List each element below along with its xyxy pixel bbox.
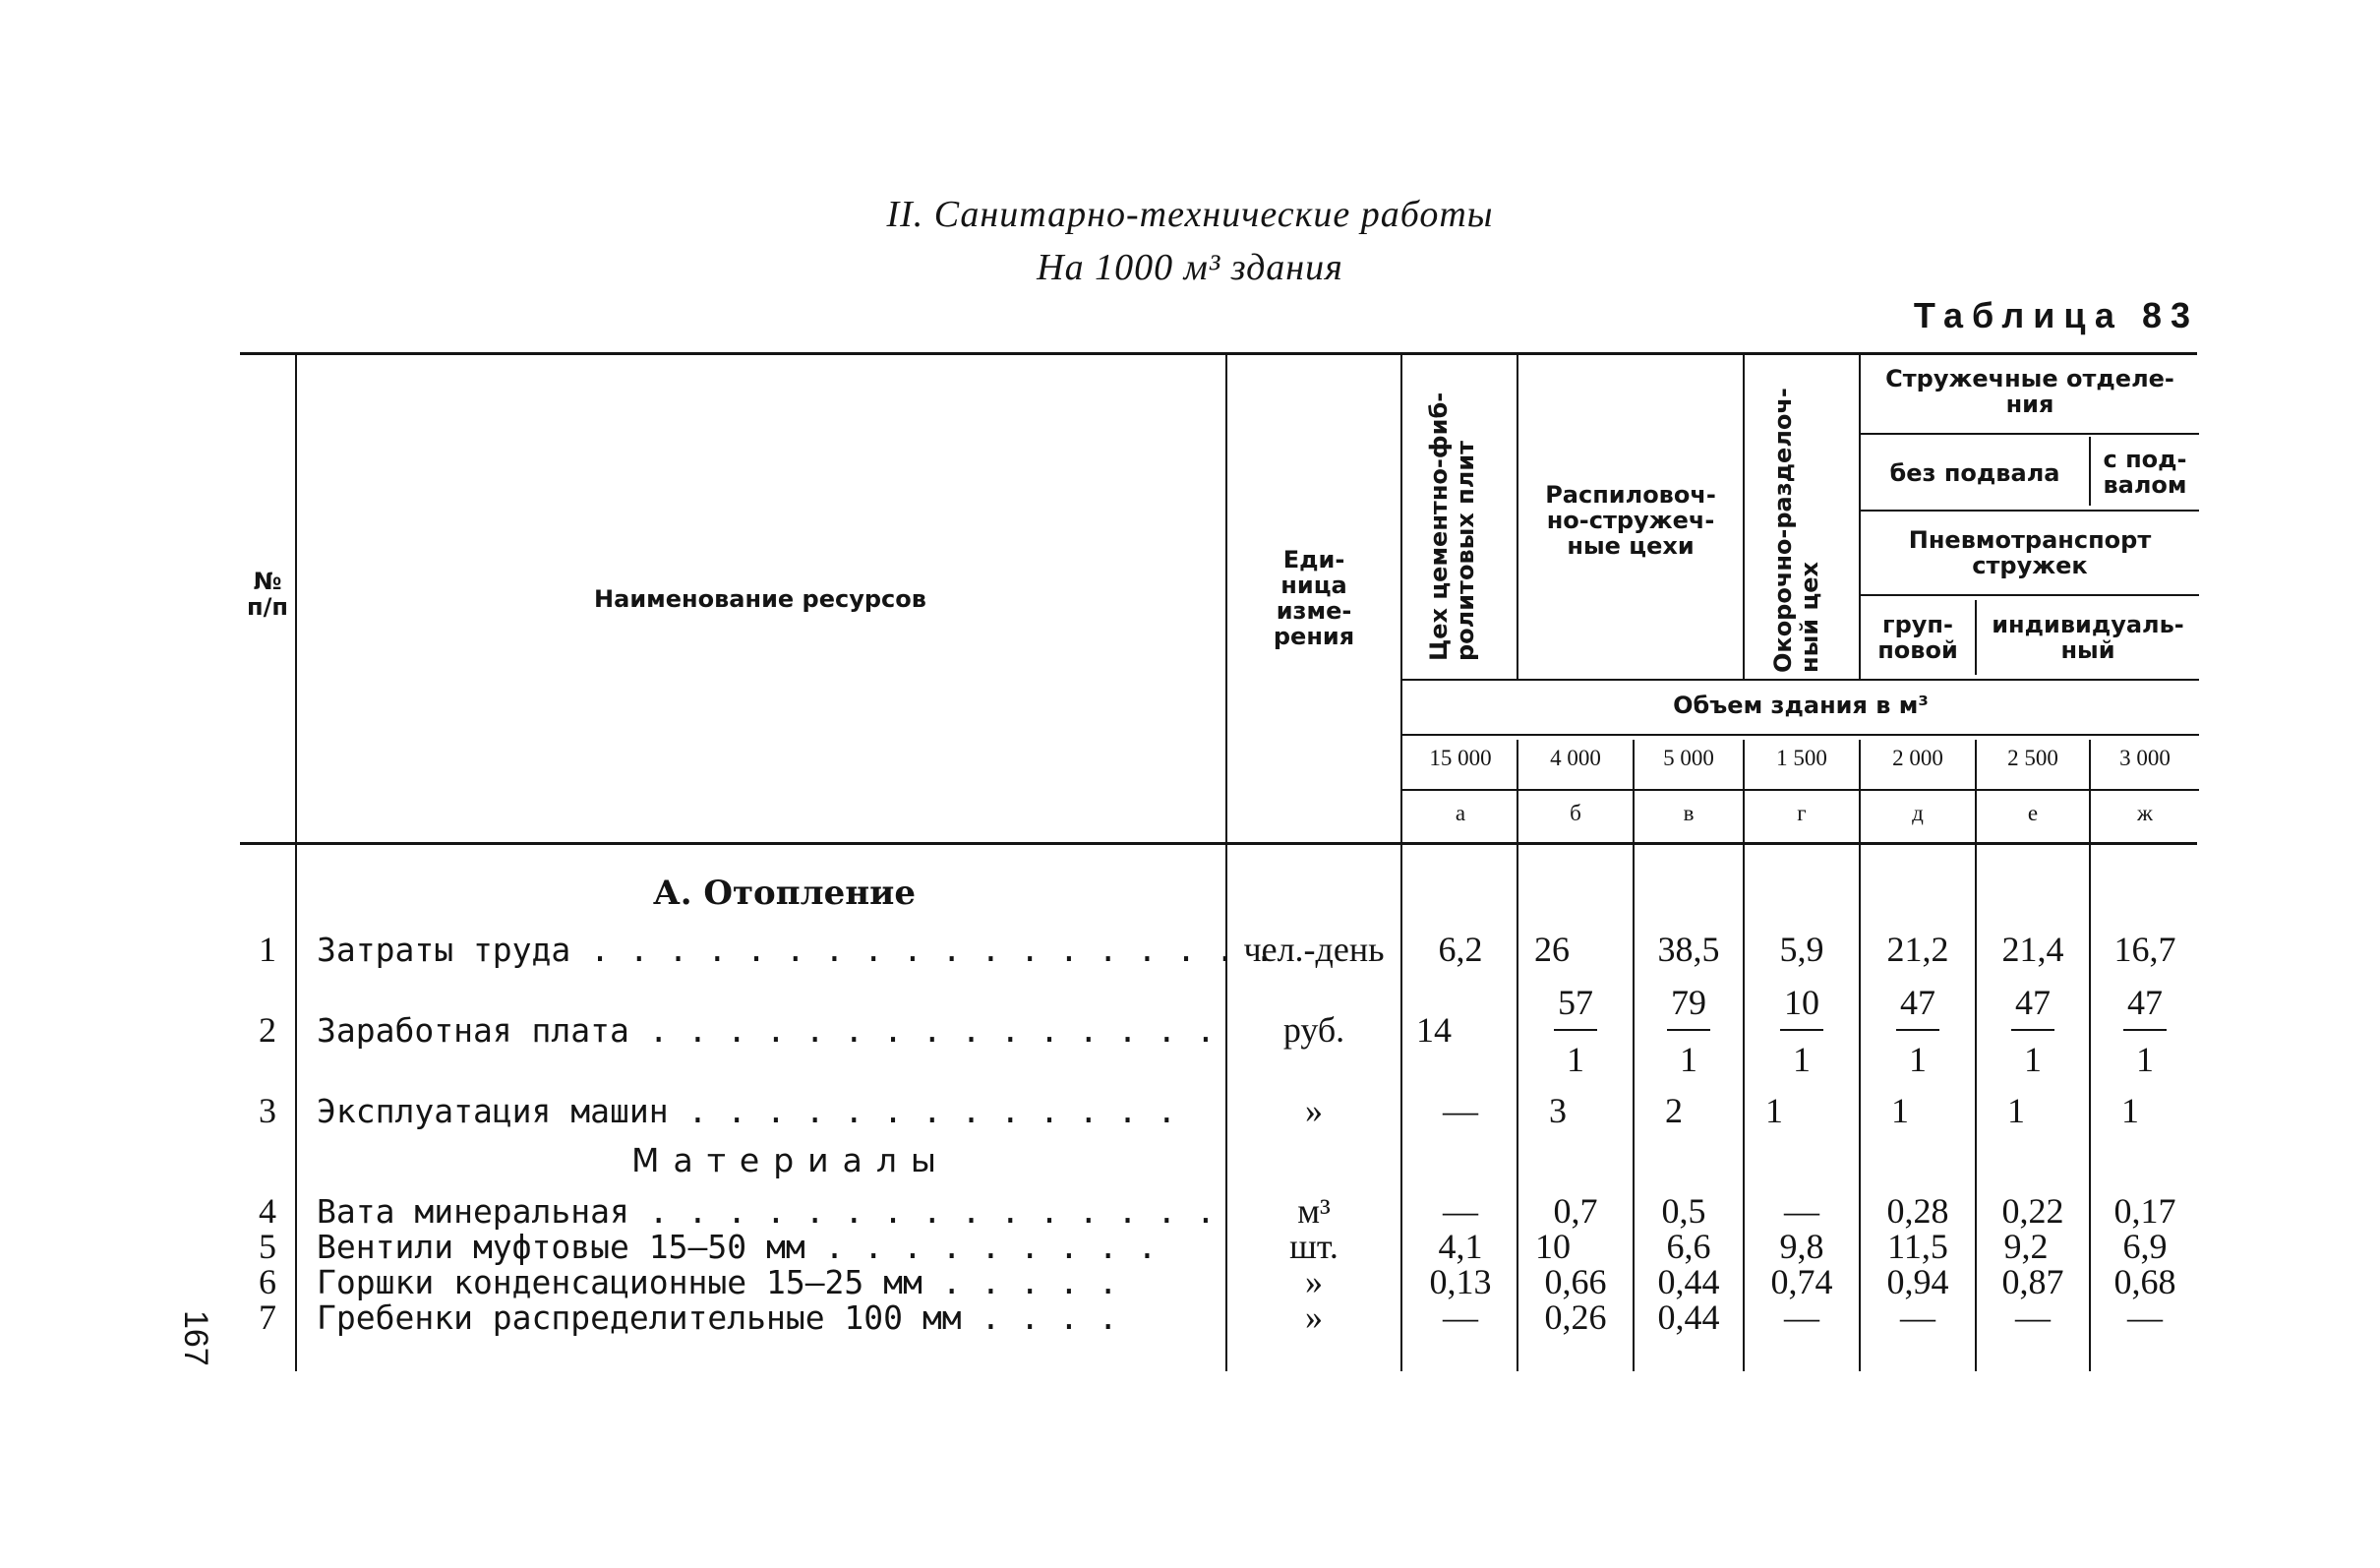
row-value: 2 <box>1665 1091 1683 1130</box>
volume-zh: 3 000 <box>2119 746 2171 770</box>
row-value: 0,68 <box>2113 1262 2176 1301</box>
row-value: — <box>1784 1297 1819 1337</box>
col-g-header: Окорочно-разделоч- ный цех <box>1769 388 1823 673</box>
row-unit: руб. <box>1282 1010 1345 1050</box>
fraction-value: 47 1 <box>1977 982 2089 1080</box>
row-value: 0,94 <box>1886 1262 1949 1301</box>
row-value: 38,5 <box>1657 930 1720 969</box>
volume-v: 5 000 <box>1663 746 1714 770</box>
row-value: — <box>2015 1297 2051 1337</box>
row-name: Затраты труда . . . . . . . . . . . . . . . . . . <box>317 931 1275 969</box>
row-value: 21,2 <box>1886 930 1949 969</box>
row-value: 0,17 <box>2113 1191 2176 1231</box>
row-unit: » <box>1305 1297 1323 1337</box>
row-value: 1 <box>1765 1091 1783 1130</box>
row-value: 5,9 <box>1779 930 1824 969</box>
letter-zh: ж <box>2137 801 2153 825</box>
row-value: 1 <box>2121 1091 2139 1130</box>
row-value: — <box>1900 1297 1935 1337</box>
gruppovoy-header: груп- повой <box>1877 611 1958 664</box>
row-value: — <box>1443 1297 1478 1337</box>
row-value: 4,1 <box>1438 1227 1483 1266</box>
row-number: 6 <box>259 1262 276 1301</box>
letter-d: д <box>1912 801 1924 825</box>
row-value: 0,44 <box>1657 1262 1720 1301</box>
row-name: Эксплуатация машин . . . . . . . . . . . . . <box>317 1092 1177 1130</box>
section-materials: Материалы <box>631 1141 950 1179</box>
row-value: — <box>1443 1191 1478 1231</box>
col-divider <box>295 354 297 1371</box>
section-heading: II. Санитарно-технические работы <box>886 194 1494 235</box>
row-number: 5 <box>259 1227 276 1266</box>
row-value: 26 <box>1534 930 1570 969</box>
struzh-otd-header: Стружечные отделе- ния <box>1885 365 2174 418</box>
section-subheading: На 1000 м³ здания <box>1037 247 1343 288</box>
row-name: Заработная плата . . . . . . . . . . . . . . . <box>317 1011 1216 1050</box>
header-rule <box>1402 734 2199 736</box>
volume-a: 15 000 <box>1429 746 1492 770</box>
header-rule <box>1861 433 2199 435</box>
row-value: 3 <box>1549 1091 1567 1130</box>
s-podvalom-header: с под- валом <box>2103 446 2187 499</box>
fraction-value: 47 1 <box>2091 982 2199 1080</box>
page-number: 167 <box>177 1310 214 1366</box>
row-name: Гребенки распределительные 100 мм . . . . <box>317 1298 1118 1337</box>
fraction-value: 10 1 <box>1745 982 1859 1080</box>
table-label: Таблица 83 <box>1913 295 2199 335</box>
row-unit: » <box>1305 1262 1323 1301</box>
volume-header: Объем здания в м³ <box>1673 692 1929 719</box>
col-name-header: Наименование ресурсов <box>594 585 926 613</box>
volume-b: 4 000 <box>1550 746 1601 770</box>
row-value: 0,22 <box>2001 1191 2064 1231</box>
row-value: 0,7 <box>1553 1191 1598 1231</box>
row-value: 0,26 <box>1544 1297 1607 1337</box>
row-value: 0,44 <box>1657 1297 1720 1337</box>
row-name: Вата минеральная . . . . . . . . . . . . . . . <box>317 1192 1216 1231</box>
volume-d: 2 000 <box>1892 746 1943 770</box>
letter-v: в <box>1683 801 1695 825</box>
row-value: 6,6 <box>1666 1227 1711 1266</box>
col-a-header: Цех цементно-фиб- ролитовых плит <box>1425 392 1479 661</box>
row-value: 6,2 <box>1438 930 1483 969</box>
fraction-value: 47 1 <box>1861 982 1975 1080</box>
row-number: 1 <box>259 930 276 969</box>
col-divider <box>1743 354 1745 679</box>
row-unit: чел.-день <box>1243 930 1385 969</box>
row-unit: шт. <box>1289 1227 1339 1266</box>
row-value: 21,4 <box>2001 930 2064 969</box>
row-name: Вентили муфтовые 15—50 мм . . . . . . . . . <box>317 1228 1158 1266</box>
header-rule <box>1861 594 2199 596</box>
letter-a: а <box>1455 801 1466 825</box>
row-unit: » <box>1305 1091 1323 1130</box>
row-value: 14 <box>1416 1010 1452 1050</box>
row-name: Горшки конденсационные 15—25 мм . . . . . <box>317 1263 1118 1301</box>
col-bv-header: Распиловоч- но-стружеч- ные цехи <box>1545 481 1716 560</box>
letter-g: г <box>1797 801 1807 825</box>
section-heating: А. Отопление <box>653 874 916 913</box>
col-num-header: № п/п <box>247 568 288 621</box>
table-top-rule <box>240 352 2197 355</box>
row-value: 9,2 <box>2003 1227 2049 1266</box>
row-value: 9,8 <box>1779 1227 1824 1266</box>
header-rule <box>1402 789 2199 791</box>
fraction-value: 79 1 <box>1635 982 1743 1080</box>
row-number: 7 <box>259 1297 276 1337</box>
volume-g: 1 500 <box>1776 746 1827 770</box>
row-value: 1 <box>2007 1091 2025 1130</box>
row-value: 0,28 <box>1886 1191 1949 1231</box>
header-bottom-rule <box>240 842 2197 845</box>
row-value: — <box>1784 1191 1819 1231</box>
header-rule <box>1861 510 2199 512</box>
row-value: 10 <box>1535 1227 1571 1266</box>
row-value: 1 <box>1891 1091 1909 1130</box>
row-unit: м³ <box>1297 1191 1331 1231</box>
row-value: 0,87 <box>2001 1262 2064 1301</box>
header-rule <box>1402 679 2199 681</box>
row-value: 0,74 <box>1770 1262 1833 1301</box>
bez-podvala-header: без подвала <box>1889 459 2060 487</box>
letter-b: б <box>1570 801 1581 825</box>
volume-e: 2 500 <box>2007 746 2058 770</box>
row-value: 0,5 <box>1661 1191 1706 1231</box>
row-number: 3 <box>259 1091 276 1130</box>
row-value: — <box>2127 1297 2163 1337</box>
row-value: 6,9 <box>2122 1227 2168 1266</box>
row-number: 2 <box>259 1010 276 1050</box>
letter-e: е <box>2027 801 2039 825</box>
individ-header: индивидуаль- ный <box>1992 611 2184 664</box>
pnevmo-header: Пневмотранспорт стружек <box>1908 526 2152 579</box>
row-value: 0,66 <box>1544 1262 1607 1301</box>
row-value: — <box>1443 1091 1478 1130</box>
row-value: 11,5 <box>1887 1227 1948 1266</box>
col-unit-header: Еди- ница изме- рения <box>1273 546 1355 650</box>
row-value: 16,7 <box>2113 930 2176 969</box>
row-value: 0,13 <box>1429 1262 1492 1301</box>
row-number: 4 <box>259 1191 276 1231</box>
fraction-value: 57 1 <box>1518 982 1633 1080</box>
